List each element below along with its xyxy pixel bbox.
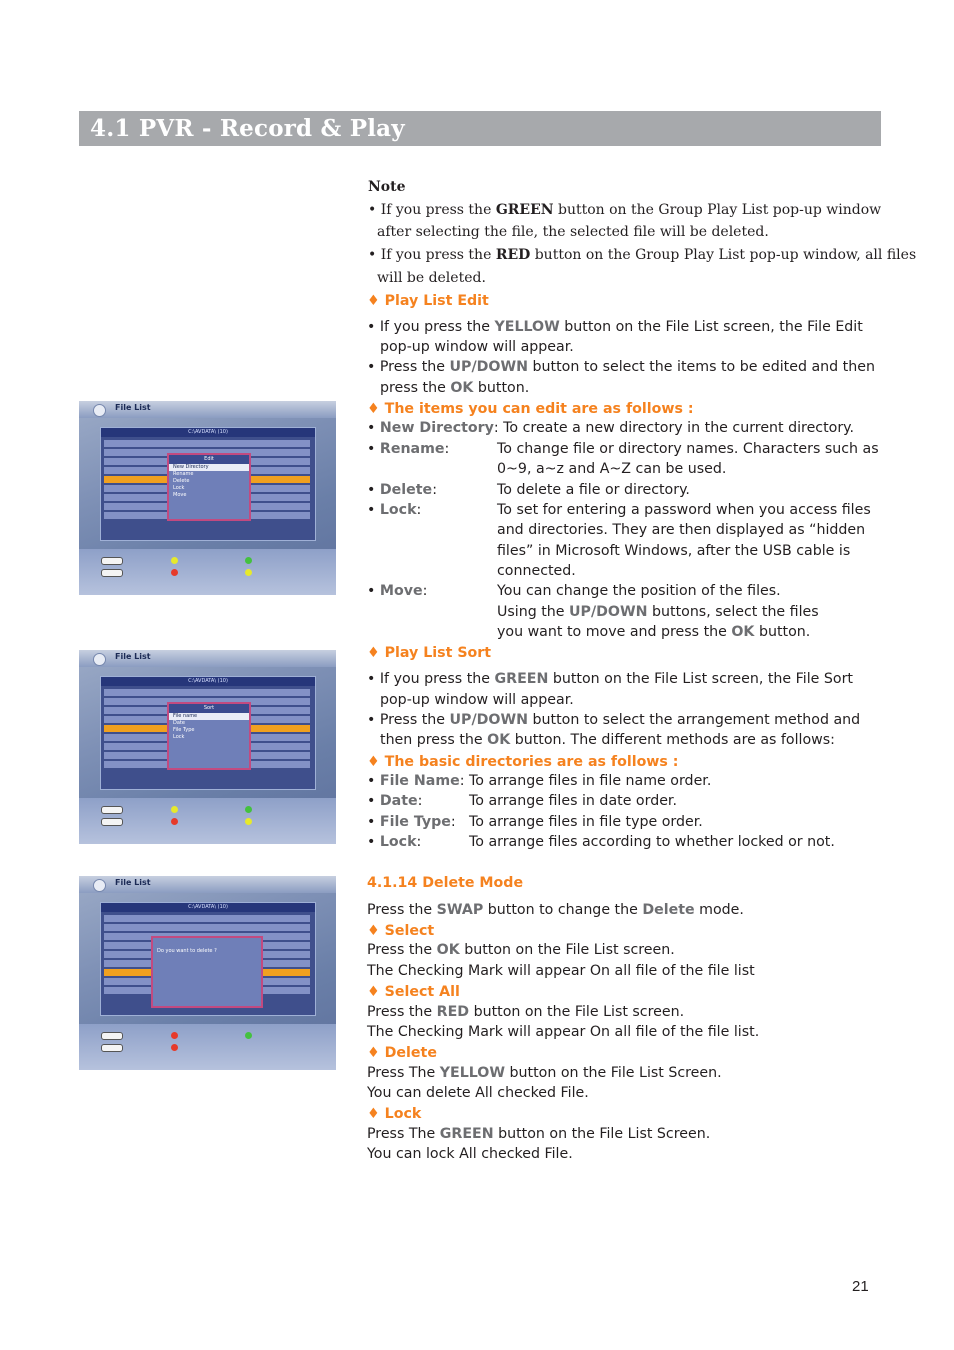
lock-line-1: Press The GREEN button on the File List Screen. xyxy=(367,1126,711,1142)
screenshot-title: File List xyxy=(115,652,151,661)
file-name-desc: To arrange files in file name order. xyxy=(469,773,712,789)
edit-line-4: press the OK button. xyxy=(380,380,530,396)
popup-title: Do you want to delete ? xyxy=(157,948,217,954)
edit-line-3: • Press the UP/DOWN button to select the items to be edited and then xyxy=(367,359,875,375)
file-list-delete-screenshot xyxy=(79,876,336,1070)
note-bullet-2-cont: will be deleted. xyxy=(377,270,486,286)
screenshot-title: File List xyxy=(115,878,151,887)
page-title: 4.1 PVR - Record & Play xyxy=(90,115,405,142)
page-number: 21 xyxy=(852,1278,869,1295)
popup-item: Lock xyxy=(173,485,185,491)
move-desc-2: Using the UP/DOWN buttons, select the files xyxy=(497,604,819,620)
lock-heading: ♦ Lock xyxy=(367,1106,422,1122)
popup-item: Rename xyxy=(173,471,194,477)
disc-icon xyxy=(93,879,106,892)
rename-desc-1: To change file or directory names. Characters such as xyxy=(497,441,879,457)
lock-line-2: You can lock All checked File. xyxy=(367,1146,573,1162)
delete-line-1: Press The YELLOW button on the File List Screen. xyxy=(367,1065,722,1081)
file-list-edit-screenshot xyxy=(79,401,336,595)
sort-item-date: • Date: xyxy=(367,793,423,809)
select-all-line-2: The Checking Mark will appear On all file of the file list. xyxy=(367,1024,760,1040)
sort-line-1: • If you press the GREEN button on the File List screen, the File Sort xyxy=(367,671,853,687)
edit-popup xyxy=(167,453,251,521)
popup-title: Edit xyxy=(169,455,249,464)
lock-desc-1: To set for entering a password when you access files xyxy=(497,502,871,518)
date-desc: To arrange files in date order. xyxy=(469,793,677,809)
delete-confirm-popup xyxy=(151,936,263,1008)
delete-desc: To delete a file or directory. xyxy=(497,482,690,498)
delete-mode-heading: 4.1.14 Delete Mode xyxy=(367,875,524,891)
popup-item: File Type xyxy=(173,727,195,733)
edit-item-rename: • Rename: xyxy=(367,441,450,457)
edit-item-move: • Move: xyxy=(367,583,428,599)
note-bullet-1: • If you press the GREEN button on the Group Play List pop-up window xyxy=(368,202,882,218)
play-list-edit-heading: ♦ Play List Edit xyxy=(367,293,489,309)
popup-item: New Directory xyxy=(169,464,249,471)
sort-item-lock: • Lock: xyxy=(367,834,422,850)
sort-item-file-name: • File Name: xyxy=(367,773,465,789)
lock-desc-3: files” in Microsoft Windows, after the USB cable is xyxy=(497,543,851,559)
section-header-bar xyxy=(79,111,881,146)
popup-title: Sort xyxy=(169,704,249,713)
sort-popup xyxy=(167,702,251,770)
edit-line-2: pop-up window will appear. xyxy=(380,339,574,355)
select-all-heading: ♦ Select All xyxy=(367,984,460,1000)
popup-item: File name xyxy=(169,713,249,720)
edit-items-heading: ♦ The items you can edit are as follows : xyxy=(367,401,694,417)
popup-item: Delete xyxy=(173,478,190,484)
file-type-desc: To arrange files in file type order. xyxy=(469,814,703,830)
sort-line-3: • Press the UP/DOWN button to select the arrangement method and xyxy=(367,712,861,728)
popup-item: Lock xyxy=(173,734,185,740)
button-legend xyxy=(79,1024,336,1070)
edit-item-new-directory: • New Directory: To create a new directory in the current directory. xyxy=(367,420,855,436)
move-desc-3: you want to move and press the OK button. xyxy=(497,624,811,640)
rename-desc-2: 0~9, a~z and A~Z can be used. xyxy=(497,461,727,477)
disc-icon xyxy=(93,653,106,666)
disc-icon xyxy=(93,404,106,417)
lock-desc-2: and directories. They are then displayed as “hidden xyxy=(497,522,866,538)
select-line-2: The Checking Mark will appear On all file of the file list xyxy=(367,963,755,979)
file-list-sort-screenshot xyxy=(79,650,336,844)
edit-line-1: • If you press the YELLOW button on the File List screen, the File Edit xyxy=(367,319,863,335)
lock-desc-4: connected. xyxy=(497,563,576,579)
select-line-1: Press the OK button on the File List screen. xyxy=(367,942,675,958)
note-bullet-2: • If you press the RED button on the Group Play List pop-up window, all files xyxy=(368,247,917,263)
delete-mode-intro: Press the SWAP button to change the Delete mode. xyxy=(367,902,744,918)
play-list-sort-heading: ♦ Play List Sort xyxy=(367,645,492,661)
edit-item-delete: • Delete: xyxy=(367,482,437,498)
file-list-pane: C:\AVDATA\ (10) xyxy=(100,676,316,790)
screenshot-title: File List xyxy=(115,403,151,412)
sort-item-file-type: • File Type: xyxy=(367,814,456,830)
select-heading: ♦ Select xyxy=(367,923,435,939)
button-legend xyxy=(79,549,336,595)
delete-line-2: You can delete All checked File. xyxy=(367,1085,589,1101)
move-desc-1: You can change the position of the files. xyxy=(497,583,781,599)
file-list-pane: C:\AVDATA\ (10) xyxy=(100,902,316,1016)
sort-line-2: pop-up window will appear. xyxy=(380,692,574,708)
popup-item: Move xyxy=(173,492,187,498)
delete-heading: ♦ Delete xyxy=(367,1045,437,1061)
popup-item: Date xyxy=(173,720,185,726)
edit-item-lock: • Lock: xyxy=(367,502,422,518)
file-list-pane: C:\AVDATA\ (10) xyxy=(100,427,316,541)
sort-lock-desc: To arrange files according to whether locked or not. xyxy=(469,834,835,850)
button-legend xyxy=(79,798,336,844)
sort-dirs-heading: ♦ The basic directories are as follows : xyxy=(367,754,679,770)
sort-line-4: then press the OK button. The different methods are as follows: xyxy=(380,732,835,748)
note-bullet-1-cont: after selecting the file, the selected file will be deleted. xyxy=(377,224,769,240)
note-heading: Note xyxy=(368,179,406,195)
select-all-line-1: Press the RED button on the File List screen. xyxy=(367,1004,685,1020)
